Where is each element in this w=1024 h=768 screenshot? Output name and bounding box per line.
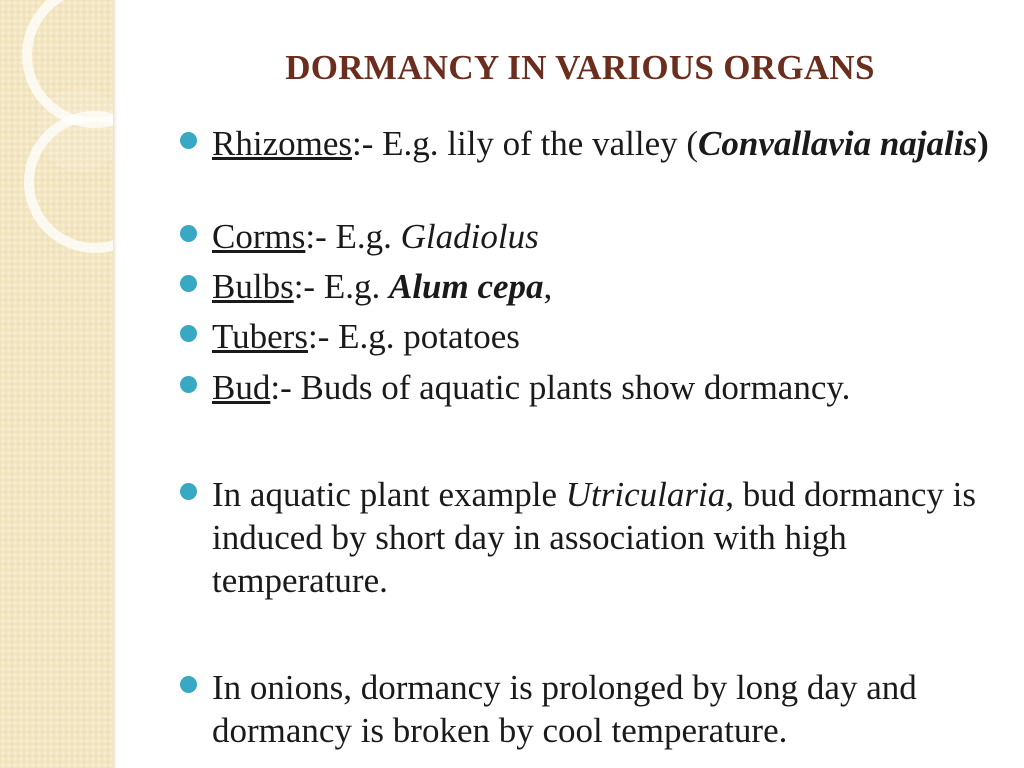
species-name: Convallavia najalis: [698, 124, 978, 163]
bullet-tubers: [212, 315, 1002, 358]
bullet-rhizomes: [212, 122, 1002, 165]
bullet-term: Bud: [212, 368, 271, 407]
bullet-corms: [212, 215, 1002, 258]
bullet-text: ,: [543, 267, 553, 306]
bullet-text: In onions, dormancy is prolonged by long day and dormancy is broken by cool temperature.: [212, 668, 917, 750]
bullet-text: :- E.g.: [293, 267, 389, 306]
bullet-onions: [212, 666, 1002, 752]
bullet-text: :- E.g. lily of the valley (: [351, 124, 699, 163]
bullet-text: :- E.g.: [305, 217, 401, 256]
bullet-dot-icon: [180, 132, 197, 149]
species-name: Utricularia: [565, 475, 726, 514]
bullet-dot-icon: [180, 275, 197, 292]
species-name: Alum cepa: [388, 267, 544, 306]
bullet-term: Rhizomes: [212, 124, 352, 163]
bullet-bulbs: [212, 265, 1002, 308]
bullet-text: :- Buds of aquatic plants show dormancy.: [270, 368, 851, 407]
bullet-dot-icon: [180, 325, 197, 342]
bullet-text: In aquatic plant example: [212, 475, 566, 514]
species-name: Gladiolus: [400, 217, 539, 256]
bullet-dot-icon: [180, 225, 197, 242]
bullet-term: Corms: [212, 217, 306, 256]
bullet-dot-icon: [180, 483, 197, 500]
bullet-dot-icon: [180, 676, 197, 693]
bullet-term: Bulbs: [212, 267, 294, 306]
slide-title: DORMANCY IN VARIOUS ORGANS: [285, 48, 875, 87]
bullet-text: , bud dormancy is induced by short day in association with high temperature.: [212, 475, 976, 600]
bullet-bud: [212, 366, 1002, 409]
bullet-term: Tubers: [212, 317, 308, 356]
bullet-dot-icon: [180, 376, 197, 393]
bullet-text: :- E.g. potatoes: [307, 317, 520, 356]
bullet-utricularia: [212, 473, 1002, 602]
bullet-text: ): [977, 124, 989, 163]
